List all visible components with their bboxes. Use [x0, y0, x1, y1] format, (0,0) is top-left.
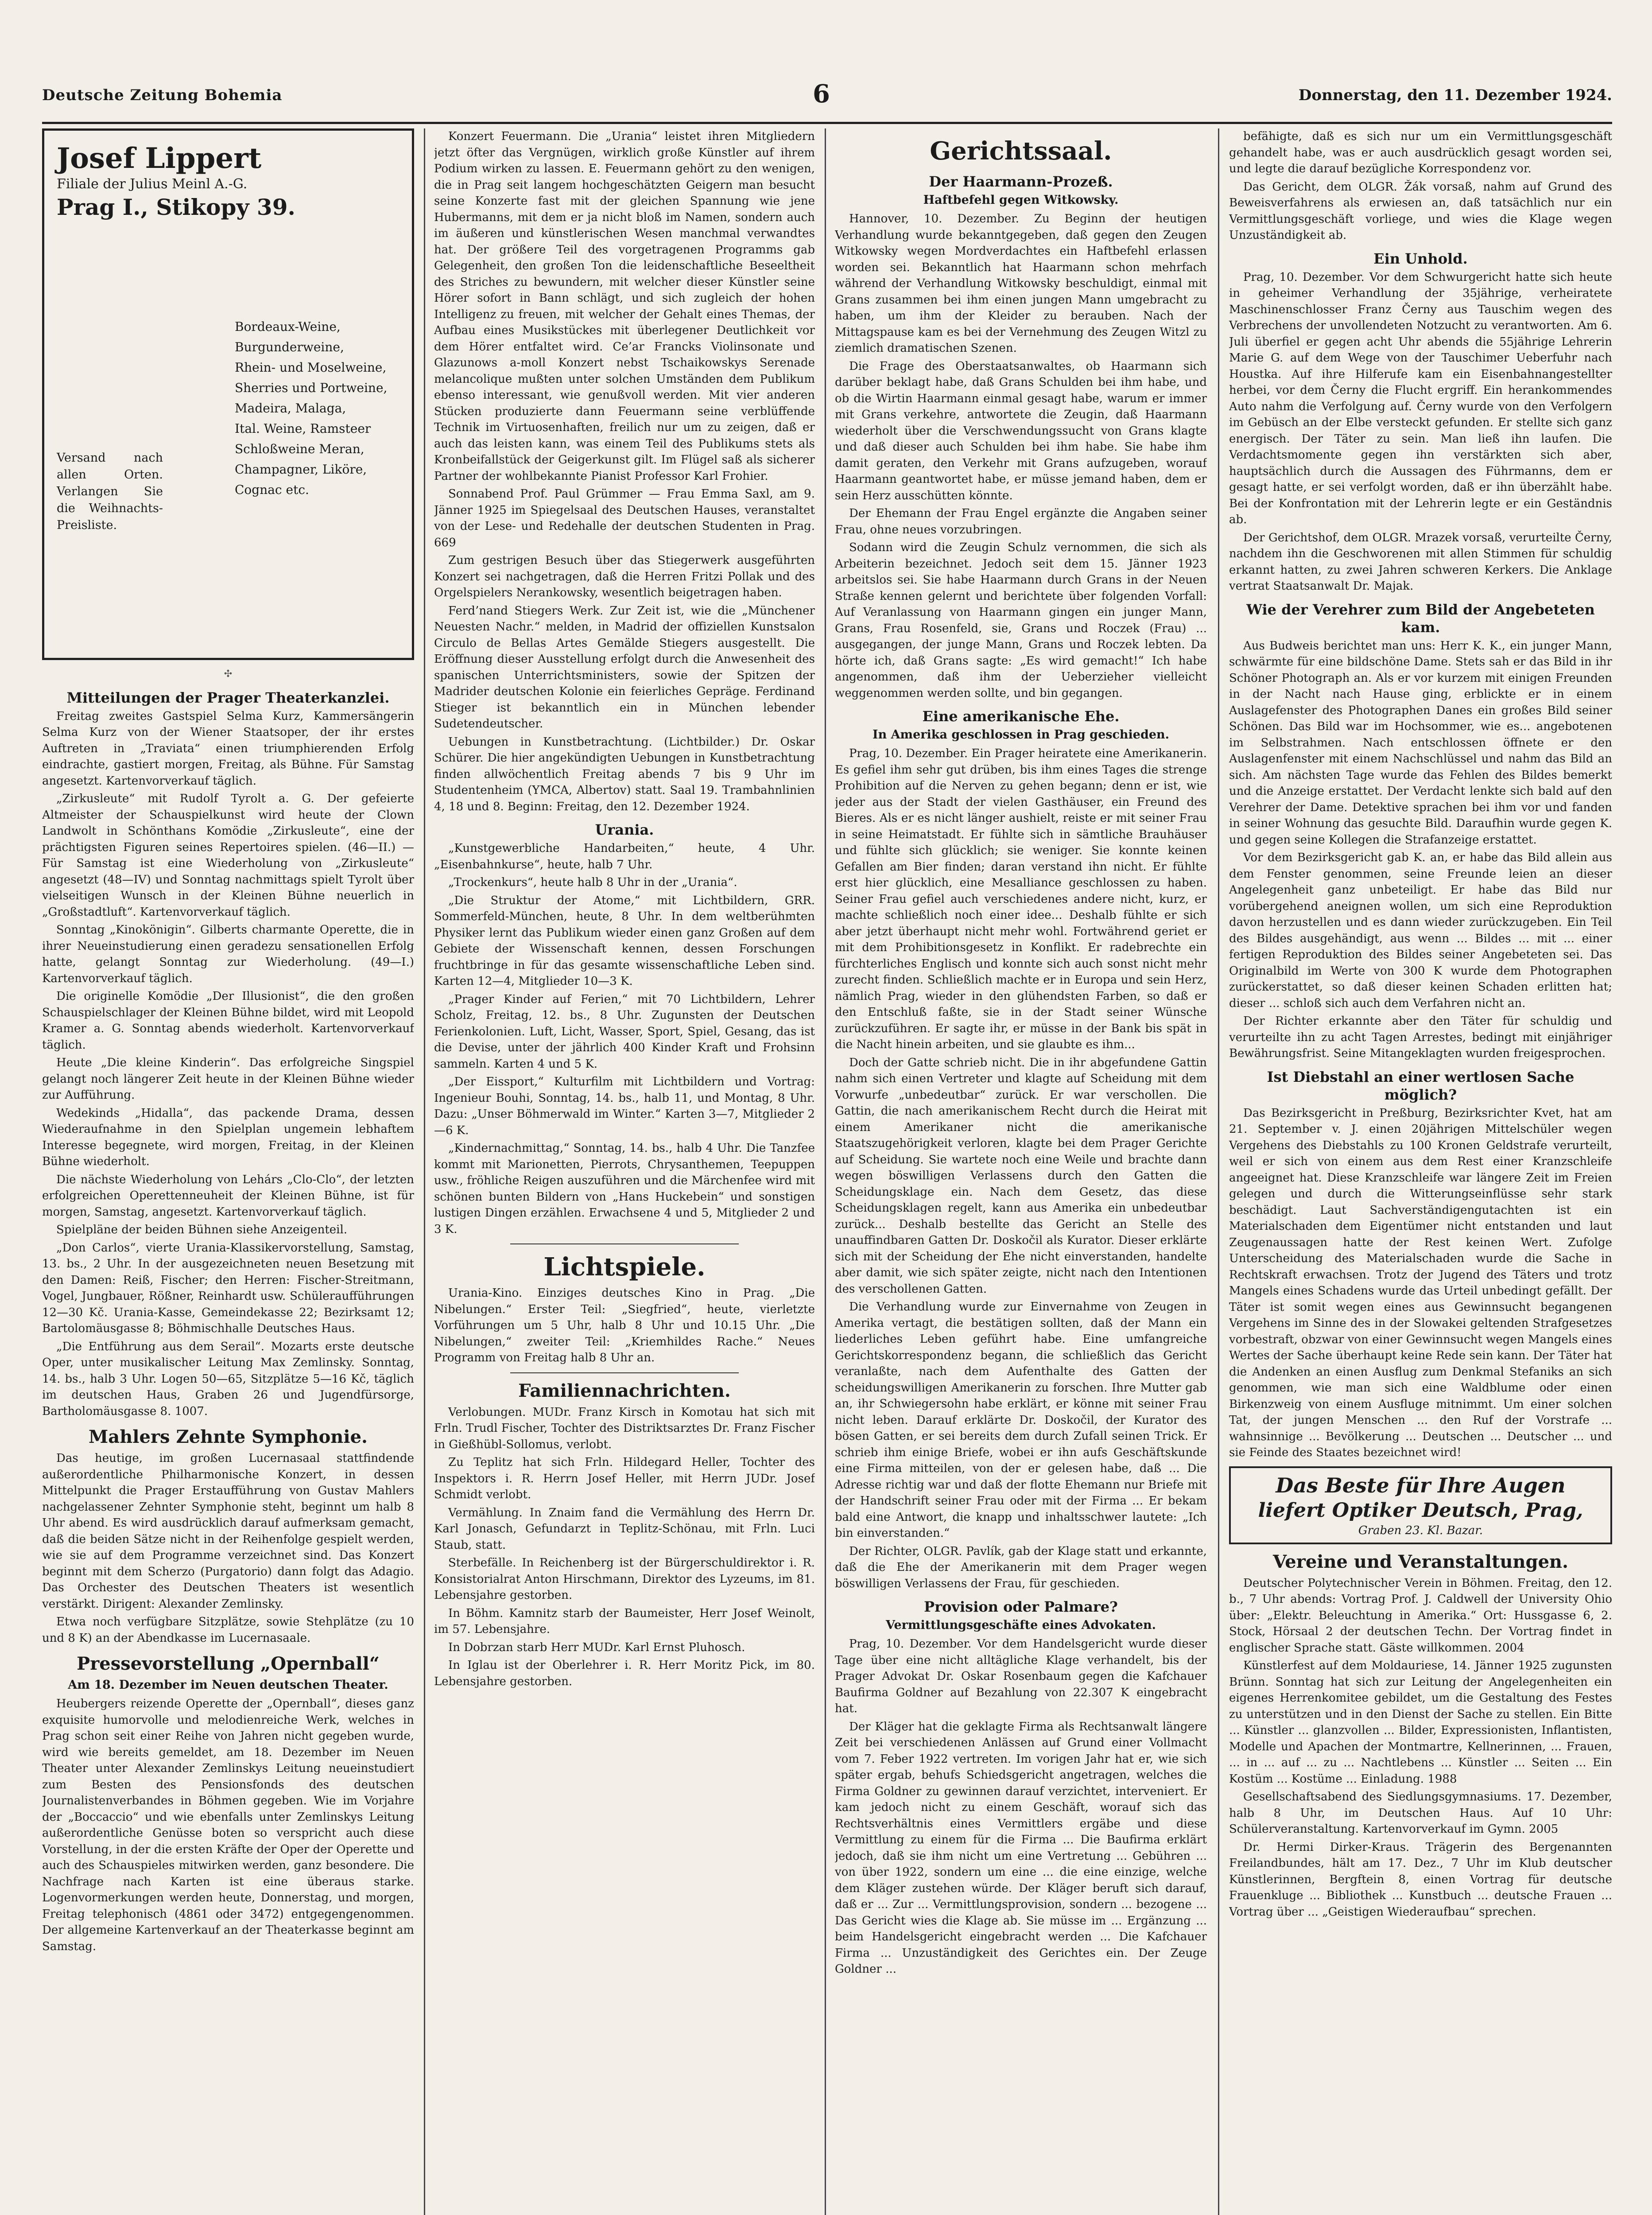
article-paragraph: Künstlerfest auf dem Moldauriese, 14. Jänner 1925 zugunsten Brünn. Sonntag hat sich zur Leitung der Angelegenheiten ein eigenes Herrenkomitee gebildet, um die Gestaltung des Festes zu unterstützen und in den Dienst der Sache zu stellen. Ein Bitte ... Künstler ... glanzvollen ... Bilder, Expressionisten, Inflantisten, Modelle und Apachen der Montmartre, Kellnerinnen, ... Frauen, ... in ... auf ... zu ... Nachtlebens ... Künstler ... Seiten ... Ein Kostüm ... Kostüme ... Einladung. 1988 [1229, 1659, 1612, 1786]
article-paragraph: Urania-Kino. Einziges deutsches Kino in Prag. „Die Nibelungen.“ Erster Teil: „Siegfried“, heute, vierletzte Vorführungen um 5 Uhr, halb 8 Uhr und 10.15 Uhr. „Die Nibelungen,“ zweiter Teil: „Kriemhildes Rache.“ Neues Programm von Freitag halb 8 Uhr an. [434, 1286, 815, 1364]
article-paragraph: Zum gestrigen Besuch über das Stiegerwerk ausgeführten Konzert sei nachgetragen, daß die Herren Fritzi Pollak und des Orgelspielers Nerankowsky, wesentlich beigetragen haben. [434, 554, 815, 599]
ad-product: Cognac etc. [235, 482, 309, 497]
article-paragraph: befähigte, daß es sich nur um ein Vermittlungsgeschäft gehandelt habe, was er auch ausdrücklich gesagt worden sei, und legte die darauf bezügliche Korrespondenz vor. [1229, 130, 1612, 175]
section-heading: Familiennachrichten. [518, 1380, 731, 1401]
article-heading: Ist Diebstahl an einer wertlosen Sache möglich? [1267, 1068, 1574, 1103]
ad-firm-line: Filiale der Julius Meinl A.-G. [57, 176, 248, 192]
article-paragraph: Deutscher Polytechnischer Verein in Böhmen. Freitag, den 12. b., 7 Uhr abends: Vortrag Prof. J. Caldwell der University Ohio über: „Elektr. Beleuchtung in Amerika.“ Ort: Hussgasse 6, 2. Stock, Hörsaal 2 der deutschen Techn. Der Vortrag findet in englischer Sprache statt. Gäste willkommen. 2004 [1229, 1576, 1612, 1655]
ad-company-name: Josef Lippert [57, 142, 262, 175]
article-paragraph: Prag, 10. Dezember. Vor dem Handelsgericht wurde dieser Tage über eine nicht alltägliche Klage verhandelt, bis der Prager Advokat Dr. Oskar Rosenbaum gegen die Kafchauer Baufirma Goldner auf Bezahlung von 22.307 K eingebracht hat. [835, 1637, 1207, 1715]
section-heading: Urania. [595, 821, 654, 838]
lippert-advertisement [42, 128, 414, 660]
page-number: 6 [813, 79, 830, 109]
column-4 [1229, 128, 1612, 2215]
article-heading: Ein Unhold. [1373, 250, 1468, 267]
section-heading: Pressevorstellung „Opernball“ [77, 1653, 380, 1674]
newspaper-page [42, 73, 1612, 2215]
ad-product: Schloßweine Meran, [235, 442, 365, 456]
article-paragraph: Sonnabend Prof. Paul Grümmer — Frau Emma Saxl, am 9. Jänner 1925 im Spiegelsaal des Deutschen Hauses, veranstaltet von der Lese- und Redehalle der deutschen Studenten in Prag. 669 [434, 487, 815, 549]
article-paragraph: Heubergers reizende Operette der „Opernball“, dieses ganz exquisite humorvolle und melodienreiche Werk, welches in Prag schon seit einer Reihe von Jahren nicht gegeben wurde, wird wie bereits gemeldet, am 18. Dezember im Neuen Theater unter Alexander Zemlinskys Leitung neueinstudiert zum Besten des Pensionsfonds des deutschen Journalistenverbandes in Böhmen gegeben. Wie im Vorjahre der „Boccaccio“ und wie ebenfalls unter Zemlinskys Leitung außerordentliche Genüsse boten so verspricht auch diese Vorstellung, in der die ersten Kräfte der Oper der Operette und auch des Schauspieles mitwirken werden, ganz besondere. Die Nachfrage nach Karten ist eine überaus starke. Logenvormerkungen werden heute, Donnerstag, und morgen, Freitag telephonisch (4861 oder 3472) entgegengenommen. Der allgemeine Kartenverkauf an der Theaterkasse beginnt am Samstag. [42, 1697, 414, 1953]
article-paragraph: Die Verhandlung wurde zur Einvernahme von Zeugen in Amerika vertagt, die bestätigen sollten, daß der Mann ein liederliches Leben geführt habe. Eine umfangreiche Gerichtskorrespondenz begann, die schließlich das Gericht veranlaßte, nach dem Aufenthalte des Gatten der scheidungswilligen Amerikanerin zu forschen. Ihre Mutter gab an, ihr Schwiegersohn habe erklärt, er könne mit seiner Frau nicht leben. Darauf erklärte Dr. Doskočil, der Kurator des bösen Gatten, er sei bereits dem durch Zufall seinen Trick. Er schrieb ihm einige Briefe, wobei er ihn aufs Geschäftskunde eine Firma mitteilen, von der er gelesen habe, daß ... Die Adresse richtig war und daß der flotte Ehemann nur Briefe mit der Handschrift seiner Frau oder mit der Firma ... Er bekam bald eine Antwort, die knapp und inhaltsschwer lautete: „Ich bin einverstanden.“ [835, 1300, 1207, 1540]
article-paragraph: Zu Teplitz hat sich Frln. Hildegard Heller, Tochter des Inspektors i. R. Herrn Josef Heller, mit Herrn JUDr. Josef Schmidt verlobt. [434, 1456, 815, 1501]
article-paragraph: „Zirkusleute“ mit Rudolf Tyrolt a. G. Der gefeierte Altmeister der Schauspielkunst wird heute der Clown Landwolt in Schönthans Komödie „Zirkusleute“, eine der prächtigsten Figuren seines Repertoires spielen. (46—II.) — Für Samstag ist eine Wiederholung von „Zirkusleute“ angesetzt (48—IV) und Sonntag nachmittags spielt Tyrolt über vielseitigen Wunsch in der Kleinen Bühne neuerlich in „Großstadtluft“. Kartenvorverkauf täglich. [42, 792, 414, 919]
section-heading: Mahlers Zehnte Symphonie. [89, 1426, 368, 1447]
article-paragraph: Der Gerichtshof, dem OLGR. Mrazek vorsaß, verurteilte Černy, nachdem ihn die Geschworenen mit allen Stimmen für schuldig erkannt hatten, zu zwei Jahren schweren Kerkers. Die Anklage vertrat Staatsanwalt Dr. Majak. [1229, 531, 1612, 593]
article-paragraph: „Trockenkurs“, heute halb 8 Uhr in der „Urania“. [448, 876, 737, 889]
article-paragraph: Die Frage des Oberstaatsanwaltes, ob Haarmann sich darüber beklagt habe, daß Grans Schulden bei ihm habe, und ob die Wirtin Haarmann einmal gesagt habe, warum er immer mit Grans verkehre, antwortete die Zeugin, daß Haarmann wiederholt über die Verschwendungssucht von Grans klagte und daß dieser auch Schulden bei ihm habe. Sie habe ihm damit geraten, den Verkehr mit Grans aufzugeben, worauf Haarmann geantwortet habe, er müsse jemand haben, dem er sein Herz ausschütten könnte. [835, 359, 1207, 502]
section-heading: Lichtspiele. [543, 1252, 706, 1282]
article-paragraph: „Die Struktur der Atome,“ mit Lichtbildern, GRR. Sommerfeld-München, heute, 8 Uhr. In dem weltberühmten Physiker lernt das Publikum wieder einen ganz Großen auf dem Gebiete der Wissenschaft kennen, dessen Forschungen fruchtbringe in für das gesamte wissenschaftliche Leben sind. Karten 12—4, Mitglieder 10—3 K. [434, 894, 815, 988]
article-paragraph: Das Gericht, dem OLGR. Žák vorsaß, nahm auf Grund des Beweisverfahrens als erwiesen an, daß tatsächlich nur ein Vermittlungsgeschäft vorliege, und wies die Klage wegen Unzuständigkeit ab. [1229, 180, 1612, 242]
article-paragraph: Vermählung. In Znaim fand die Vermählung des Herrn Dr. Karl Jonasch, Gefundarzt in Teplitz-Schönau, mit Frln. Luci Staub, statt. [434, 1506, 815, 1552]
section-heading: Mitteilungen der Prager Theaterkanzlei. [66, 689, 390, 706]
article-paragraph: Spielpläne der beiden Bühnen siehe Anzeigenteil. [56, 1223, 348, 1236]
column-rule [825, 128, 826, 2215]
article-paragraph: Die originelle Komödie „Der Illusionist“, die den großen Schauspielschlager der Kleinen Bühne bildet, wird mit Leopold Kramer a. G. Sonntag abends wiederholt. Kartenvorverkauf täglich. [42, 990, 414, 1052]
ad-shipping-note: Versand nach allen Orten. Verlangen Sie die Weihnachts-Preisliste. [57, 451, 163, 532]
ad-address: Prag I., Stikopy 39. [57, 194, 295, 220]
article-subheading: In Amerika geschlossen in Prag geschieden. [872, 728, 1170, 742]
article-paragraph: Der Richter erkannte aber den Täter für schuldig und verurteilte ihn zu acht Tagen Arrestes, bedingt mit einjähriger Bewährungsfrist. Seine Mitangeklagten wurden freigesprochen. [1229, 1014, 1612, 1060]
optiker-deutsch-advertisement [1229, 1466, 1612, 1544]
section-heading: Vereine und Veranstaltungen. [1272, 1551, 1569, 1572]
article-paragraph: Die nächste Wiederholung von Lehárs „Clo-Clo“, der letzten erfolgreichen Operettenneuheit der Kleinen Bühne, ist für morgen, Samstag, angesetzt. Kartenvorverkauf täglich. [42, 1173, 414, 1219]
article-paragraph: Dr. Hermi Dirker-Kraus. Trägerin des Bergenannten Freilandbundes, hält am 17. Dez., 7 Uhr im Klub deutscher Künstlerinnen, Bergftein 8, einen Vortrag für deutsche Frauenkluge ... Bibliothek ... Kunstbuch ... deutsche Frauen ... Vortrag über ... „Geistigen Wiederaufbau“ sprechen. [1229, 1840, 1612, 1919]
article-paragraph: Freitag zweites Gastspiel Selma Kurz, Kammersängerin Selma Kurz von der Wiener Staatsoper, der ihr erstes Auftreten in „Traviata“ einen triumphierenden Erfolg eindrachte, gastiert morgen, Freitag, als Bühne. Für Samstag angesetzt. Kartenvorverkauf täglich. [42, 709, 414, 788]
ad-product: Burgunderweine, [235, 340, 344, 354]
article-paragraph: „Die Entführung aus dem Serail“. Mozarts erste deutsche Oper, unter musikalischer Leitung Max Zemlinsky. Sonntag, 14. bs., halb 3 Uhr. Logen 50—65, Sitzplätze 5—16 Kč, täglich im deutschen Haus, Graben 26 und Jugendfürsorge, Bartholomäusgasse 8. 1007. [42, 1340, 414, 1418]
article-paragraph: Hannover, 10. Dezember. Zu Beginn der heutigen Verhandlung wurde bekanntgegeben, daß gegen den Zeugen Witkowsky wegen Mordverdachtes ein Haftbefehl erlassen worden sei. Bekanntlich hat Haarmann schon mehrfach während der Verhandlung Witkowsky beschuldigt, einmal mit Grans zusammen bei ihm einen jungen Mann umgebracht zu haben, um ihm der Kleider zu berauben. Nach der Mittagspause kam es bei der Vernehmung des Zeugen Witzl zu ziemlich dramatischen Szenen. [835, 212, 1207, 355]
column-rule [1218, 128, 1219, 2215]
article-subheading: Haftbefehl gegen Witkowsky. [923, 193, 1119, 207]
column-1 [42, 128, 414, 2215]
ad-company-name: liefert Optiker Deutsch, Prag, [1258, 1499, 1583, 1522]
article-paragraph: Vor dem Bezirksgericht gab K. an, er habe das Bild allein aus dem Fenster genommen, seine Freunde leien an dieser Angelegenheit ganz unbeteiligt. Er habe das Bild nur vorübergehend aneignen wollen, um sich eine Reproduktion davon herzustellen und es dann wieder zurückzugeben. Ein Teil des Bildes ausgehändigt, aus wenn ... Bildes ... mit ... einer fertigen Reproduktion des Bildes seiner Angebeteten sei. Das Originalbild im Werte von 300 K wurde dem Photographen zurückerstattet, so daß dieser keinen Schaden erlitten hat; dieser ... schloß sich auch dem Verfahren nicht an. [1229, 851, 1612, 1010]
article-paragraph: Verlobungen. MUDr. Franz Kirsch in Komotau hat sich mit Frln. Trudl Fischer, Tochter des Distriktsarztes Dr. Franz Fischer in Gießhübl-Sollomus, verlobt. [434, 1405, 815, 1451]
article-heading: Eine amerikanische Ehe. [922, 708, 1120, 725]
ad-product: Rhein- und Moselweine, [235, 360, 387, 375]
section-heading: Gerichtssaal. [930, 136, 1112, 166]
article-paragraph: Aus Budweis berichtet man uns: Herr K. K., ein junger Mann, schwärmte für eine bildschöne Dame. Stets sah er das Bild in ihr Schöner Photograph an. Als er vor kurzem mit einigen Freunden in der Nacht nach Hause ging, erblickte er in einem Auslagefenster des Photographen Danes ein großes Bild seiner Schönen. Das Bild war im Hochsommer, wie es... angebotenen im Selbstrahmen. Nach entschlossen öffnete er den Auslagenfenster mit einem Nachschlüssel und nahm das Bild an sich. Am nächsten Tage wurde das Fehlen des Bildes bemerkt und die Anzeige erstattet. Der Verdacht lenkte sich bald auf den Verehrer der Dame. Detektive sprachen bei ihm vor und fanden in seiner Wohnung das gesuchte Bild. Daraufhin wurde gegen K. und gegen seine Kollegen die Strafanzeige erstattet. [1229, 639, 1612, 847]
paper-title: Deutsche Zeitung Bohemia [42, 86, 283, 104]
article-paragraph: „Der Eissport,“ Kulturfilm mit Lichtbildern und Vortrag: Ingenieur Bouhi, Sonntag, 14. bs., halb 11, und Montag, 8 Uhr. Dazu: „Unser Böhmerwald im Winter.“ Karten 3—7, Mitglieder 2—6 K. [434, 1075, 815, 1137]
article-paragraph: „Kunstgewerbliche Handarbeiten,“ heute, 4 Uhr. „Eisenbahnkurse“, heute, halb 7 Uhr. [434, 842, 815, 871]
article-paragraph: Prag, 10. Dezember. Ein Prager heiratete eine Amerikanerin. Es gefiel ihm sehr gut drüben, bis ihm eines Tages die strenge Prohibition auf die Nerven zu gehen begann; denn er ist, wie jeder aus der Stadt der vielen Gasthäuser, ein Freund des Bieres. Als er es nicht länger aushielt, reiste er mit seiner Frau in seine Heimatstadt. Er fühlte sich in sämtliche Brauhäuser und fühlte sich glücklich; sie weniger. Sie konnte keinen Gefallen am Bier finden; daran verstand ihn nicht. Er fühlte erst hier glücklich, eine Mesalliance geschlossen zu haben. Seiner Frau gefiel auch verschiedenes andere nicht, kurz, er machte schließlich noch einer idee... Deshalb fühlte er sich aber jetzt überhaupt nicht mehr wohl. Fortwährend geriet er mit dem Prohibitionsgesetz in Konflikt. Er radebrechte ein fürchterliches Englisch und konnte sich auch sonst nicht mehr zurecht finden. Schließlich machte er in Europa und sein Herz, nämlich Prag, wieder in den glühendsten Farben, so daß er den Entschluß faßte, sie in der Stadt seiner Wünsche zurückzuführen. Er sagte ihr, er müsse in der Bank bis spät in die Nacht hinein arbeiten, und sie glaubte es ihm... [835, 747, 1207, 1051]
article-paragraph: Doch der Gatte schrieb nicht. Die in ihr abgefundene Gattin nahm sich einen Vertreter und klagte auf Scheidung mit dem Vorwurfe „unbedeutbar“ zurück. Er war verschollen. Die Gattin, die nach amerikanischem Recht durch die Heirat mit einem Amerikaner nicht die amerikanische Staatszugehörigkeit verloren, klagte bei dem Prager Gerichte auf Scheidung. Sie wartete noch eine Weile und brachte dann wegen böswilligen Verlassens durch den Gatten die Scheidungsklage ein. Nach dem Gesetz, das diese Scheidungsklagen regelt, kann aus Amerika ein unbedeutbar zurück... Deshalb bestellte das Gericht an Stelle des unauffindbaren Gatten Dr. Doskočil als Kurator. Dieser erklärte sich mit der Scheidung der Ehe nicht einverstanden, handelte aber damit, wie sich später zeigte, nicht nach den Intentionen des verschollenen Gatten. [835, 1056, 1207, 1296]
article-paragraph: Das heutige, im großen Lucernasaal stattfindende außerordentliche Philharmonische Konzert, in dessen Mittelpunkt die Prager Erstaufführung von Gustav Mahlers nachgelassener Zehnter Symphonie steht, beginnt um halb 8 Uhr abend. Es wird ausdrücklich darauf aufmerksam gemacht, daß die beiden Sätze nicht in der Reihenfolge gespielt werden, wie sie auf dem Programme verzeichnet sind. Das Konzert beginnt mit dem Scherzo (Purgatorio) dann folgt das Adagio. Das Orchester des Deutschen Theaters ist wesentlich verstärkt. Dirigent: Alexander Zemlinsky. [42, 1452, 414, 1611]
article-paragraph: „Kindernachmittag,“ Sonntag, 14. bs., halb 4 Uhr. Die Tanzfee kommt mit Marionetten, Pierrots, Chrysanthemen, Teepuppen usw., fröhliche Reigen auszuführen und die Märchenfee wird mit schönen bunten Bildern von „Hans Huckebein“ und sonstigen lustigen Dingen erzählen. Erwachsene 4 und 5, Mitglieder 2 und 3 K. [434, 1142, 815, 1236]
article-paragraph: Ferd’nand Stiegers Werk. Zur Zeit ist, wie die „Münchener Neuesten Nachr.“ melden, in Madrid der offiziellen Kunstsalon Circulo de Bellas Artes Gemälde Stiegers ausgestellt. Die Eröffnung dieser Ausstellung erfolgt durch die Anwesenheit des spanischen Unterrichtsministers, sowie der Spitzen der Madrider deutschen Kolonie ein feierliches Gepräge. Ferdinand Stieger ist bekanntlich ein in München lebender Sudetendeutscher. [434, 604, 815, 731]
column-2 [434, 128, 815, 2215]
article-heading: Provision oder Palmare? [924, 1598, 1118, 1615]
article-paragraph: Heute „Die kleine Kinderin“. Das erfolgreiche Singspiel gelangt noch längerer Zeit heute in der Kleinen Bühne wieder zur Aufführung. [42, 1056, 414, 1102]
ad-product: Bordeaux-Weine, [235, 319, 341, 334]
ad-product: Sherries und Portweine, [235, 381, 388, 395]
article-paragraph: Konzert Feuermann. Die „Urania“ leistet ihren Mitgliedern jetzt öfter das Vergnügen, wirklich große Künstler auf ihrem Podium wirken zu lassen. E. Feuermann gehört zu den wenigen, die in Prag seit langem hochgeschätzten Geigern man besucht seine Konzerte fast mit der gleichen Spannung wie jene Hubermanns, mit dem er ja nicht bloß im Namen, sondern auch im äußeren und künstlerischen Wesen manchmal verwandtes hat. Der größere Teil des vorgetragenen Programms gab Gelegenheit, den großen Ton die leidenschaftliche Beseeltheit des Striches zu bewundern, mit welcher dieser Künstler seine Hörer sofort in Bann schlägt, und sich zugleich der hohen Intelligenz zu freuen, mit welcher der Gehalt eines Themas, der Aufbau eines Musikstückes mit überlegener Deutlichkeit vor dem Hörer entfaltet wird. Ce’ar Francks Violinsonate und Glazunows a-moll Konzert nebst Tschaikowskys Serenade melancolique mußten unter solchen Umständen dem Publikum ebenso interessant, wie genußvoll werden. Mit vier anderen Stücken produzierte dann Feuermann seine verblüffende Technik im Virtuosenhaften, freilich nur um zu zeigen, daß er auch das leisten kann, was einem Teil des Publikums stets als Kronbeifallstück der Geigerkunst gilt. Im Flügel saß als sicherer Partner der wohlbekannte Pianist Professor Karl Frohier. [434, 130, 815, 483]
article-paragraph: Das Bezirksgericht in Preßburg, Bezirksrichter Kvet, hat am 21. September v. J. einen 20jährigen Mittelschüler wegen Vergehens des Diebstahls zu 100 Kronen Geldstrafe verurteilt, weil er sich von einem aus dem Rest einer Kranzschleife angeeignet hat. Diese Kranzschleife war längere Zeit im Freien gelegen und durch die Witterungseinflüsse sehr stark beschädigt. Laut Sachverständigengutachten ist ein Materialschaden dem Eigentümer nicht entstanden und laut Zeugenaussagen hatte der Rest keinen Wert. Zufolge Unterscheidung des Materialschaden wurde die Sache in Rechtskraft erwachsen. Trotz der Jugend des Täters und trotz Mangels eines Schadens wurde das Urteil unbedingt gefällt. Der Täter ist somit wegen eines aus Gewinnsucht begangenen Vergehens im Sinne des in der Slowakei geltenden Strafgesetzes vorbestraft, obzwar von einer Gewinnsucht wegen Mangels eines Wertes der Sache überhaupt keine Rede sein kann. Der Täter hat die Andenken an einen Ausflug zum Denkmal Stefaniks an sich genommen, wie man sich eine Waldblume oder einen Birkenzweig von einem Ausfluge mitnimmt. Um einer solchen Tat, der jungen Menschen ... den Ruf der Vorstrafe ... wahnsinnige ... Bevölkerung ... Deutschen ... Deutscher ... und sie Feinde des Staates bezeichnet wird! [1229, 1106, 1612, 1459]
article-paragraph: In Dobrzan starb Herr MUDr. Karl Ernst Pluhosch. [448, 1640, 745, 1654]
issue-date: Donnerstag, den 11. Dezember 1924. [1298, 86, 1612, 104]
article-paragraph: In Böhm. Kamnitz starb der Baumeister, Herr Josef Weinolt, im 57. Lebensjahre. [434, 1606, 815, 1636]
ad-address: Graben 23. Kl. Bazar. [1358, 1523, 1483, 1537]
column-rule [424, 128, 425, 2215]
article-paragraph: „Don Carlos“, vierte Urania-Klassikervorstellung, Samstag, 13. bs., 2 Uhr. In der ausgezeichneten neuen Besetzung mit den Damen: Reiß, Fischer; den Herren: Fischer-Streitmann, Vogel, Jungbauer, Rößner, Reinhardt usw. Schüleraufführungen 12—30 Kč. Urania-Kasse, Gemeindekasse 22; Bezirksamt 12; Bartolomäusgasse 8; Böhmischhalle Deutsches Haus. [42, 1241, 414, 1335]
ad-headline: Das Beste für Ihre Augen [1276, 1473, 1566, 1497]
article-paragraph: Sonntag „Kinokönigin“. Gilberts charmante Operette, die in ihrer Neueinstudierung einen geradezu sensationellen Erfolg hatte, gelangt Sonntag zur Wiederholung. (49—I.) Kartenvorverkauf täglich. [42, 923, 414, 985]
column-3 [835, 128, 1207, 2215]
article-paragraph: Uebungen in Kunstbetrachtung. (Lichtbilder.) Dr. Oskar Schürer. Die hier angekündigten Uebungen in Kunstbetrachtung finden allwöchentlich Freitag abends 7 bis 9 Uhr im Studentenheim (YMCA, Albertov) statt. Saal 19. Trambahnlinien 4, 18 und 8. Beginn: Freitag, den 12. Dezember 1924. [434, 735, 815, 813]
masthead [42, 73, 1612, 124]
article-paragraph: Gesellschaftsabend des Siedlungsgymnasiums. 17. Dezember, halb 8 Uhr, im Deutschen Haus. Auf 10 Uhr: Schülerveranstaltung. Kartenvorverkauf im Gymn. 2005 [1229, 1790, 1612, 1836]
article-paragraph: Der Richter, OLGR. Pavlík, gab der Klage statt und erkannte, daß die Ehe der Amerikanerin mit dem Prager wegen böswilligen Verlassens der Frau, für geschieden. [835, 1544, 1207, 1590]
ad-product: Champagner, Liköre, [235, 462, 367, 477]
section-subheading: Am 18. Dezember im Neuen deutschen Theater. [68, 1678, 388, 1692]
article-paragraph: Der Kläger hat die geklagte Firma als Rechtsanwalt längere Zeit bei verschiedenen Anlässen auf Grund einer Vollmacht vom 7. Feber 1922 vertreten. Im vorigen Jahr hat er, wie sich später ergab, behufs Schiedsgericht angetragen, welches die Firma Goldner zu gewinnen darauf verzichtet, interveniert. Er kam jedoch nicht zu einem Geschäft, worauf sich das Rechtsverhältnis eines Vermittlers ergäbe und diese Vermittlung zu einem für die Firma ... Die Baufirma erklärt jedoch, daß sie ihm nicht um eine Vertretung ... Gebühren ... von über 1922, sondern um eine ... die eine einzige, welche dem Kläger zustehen würde. Der Kläger beruft sich darauf, daß er ... Zur ... Vermittlungsprovision, sondern ... bezogene ... Das Gericht wies die Klage ab. Sie müsse im ... Ergänzung ... beim Handelsgericht eingebracht werden ... Die Kafchauer Firma ... Unzuständigkeit des Gerichtes ein. Der Zeuge Goldner ... [835, 1720, 1207, 1976]
article-paragraph: „Prager Kinder auf Ferien,“ mit 70 Lichtbildern, Lehrer Scholz, Freitag, 12. bs., 8 Uhr. Zugunsten der Deutschen Ferienkolonien. Luft, Licht, Wasser, Sport, Spiel, Gesang, das ist die Devise, unter der jährlich 400 Kinder Kraft und Frohsinn sammeln. Karten 4 und 5 K. [434, 992, 815, 1071]
ad-product: Ital. Weine, Ramsteer [235, 421, 371, 436]
article-subheading: Vermittlungsgeschäfte eines Advokaten. [886, 1618, 1156, 1632]
article-heading: Der Haarmann-Prozeß. [929, 173, 1113, 190]
divider [510, 1372, 739, 1373]
ornament-icon: ✣ [224, 668, 233, 680]
article-paragraph: Sterbefälle. In Reichenberg ist der Bürgerschuldirektor i. R. Konsistorialrat Anton Hirschmann, Direktor des Lyzeums, im 81. Lebensjahre gestorben. [434, 1556, 815, 1602]
article-paragraph: Etwa noch verfügbare Sitzplätze, sowie Stehplätze (zu 10 und 8 K) an der Abendkasse im Lucernasaale. [42, 1615, 414, 1645]
ad-product: Madeira, Malaga, [235, 401, 346, 416]
article-heading: Wie der Verehrer zum Bild der Angebeteten kam. [1246, 601, 1595, 636]
article-paragraph: Der Ehemann der Frau Engel ergänzte die Angaben seiner Frau, ohne neues vorzubringen. [835, 507, 1207, 536]
article-paragraph: In Iglau ist der Oberlehrer i. R. Herr Moritz Pick, im 80. Lebensjahre gestorben. [434, 1659, 815, 1688]
article-paragraph: Wedekinds „Hidalla“, das packende Drama, dessen Wiederaufnahme in den Spielplan ungemein lebhaftem Interesse begegnete, wird morgen, Freitag, in der Kleinen Bühne wiederholt. [42, 1106, 414, 1168]
article-paragraph: Sodann wird die Zeugin Schulz vernommen, die sich als Arbeiterin bezeichnet. Jedoch seit dem 15. Jänner 1923 arbeitslos sei. Sie habe Haarmann durch Grans in der Neuen Straße kennen gelernt und berichtete über folgenden Vorfall: Auf Veranlassung von Haarmann gingen ein junger Mann, Grans, Frau Rosenfeld, sie, Grans und Roczek (Frau) ... ausgegangen, der junge Mann, Grans und Roczek lebten. Da hörte ich, daß Grans sagte: „Es wird gemacht!“ Ich habe angenommen, daß ihm der Ueberzieher vielleicht weggenommen werden sollte, und bin gegangen. [835, 541, 1207, 700]
ad-product-list [235, 317, 403, 500]
article-paragraph: Prag, 10. Dezember. Vor dem Schwurgericht hatte sich heute in geheimer Verhandlung der 35jährige, verheiratete Maschinenschlosser Franz Černy aus Tauschim wegen des Verbrechens der unvollendeten Notzucht zu verantworten. Am 6. Juli überfiel er gegen acht Uhr abends die 55jährige Lehrerin Marie G. auf dem Wege von der Tauschimer Ueberfuhr nach Houstka. Auf ihre Hilferufe kam ein Eisenbahnangestellter herbei, vor dem Černy die Flucht ergriff. Ein herankommendes Auto nahm die Verfolgung auf. Černy wurde von den Verfolgern im Gebüsch an der Elbe versteckt gefunden. Er stellte sich ganz energisch. Der Täter zu sein. Man ließ ihn laufen. Die Verdachtsmomente gegen ihn verstärkten sich aber, hauptsächlich durch die Aussagen des Führmanns, dem er gesagt hatte, er sei verfolgt worden, daß er ihn überzählt habe. Bei der Konfrontation mit der Lehrerin legte er ein Geständnis ab. [1229, 270, 1612, 526]
